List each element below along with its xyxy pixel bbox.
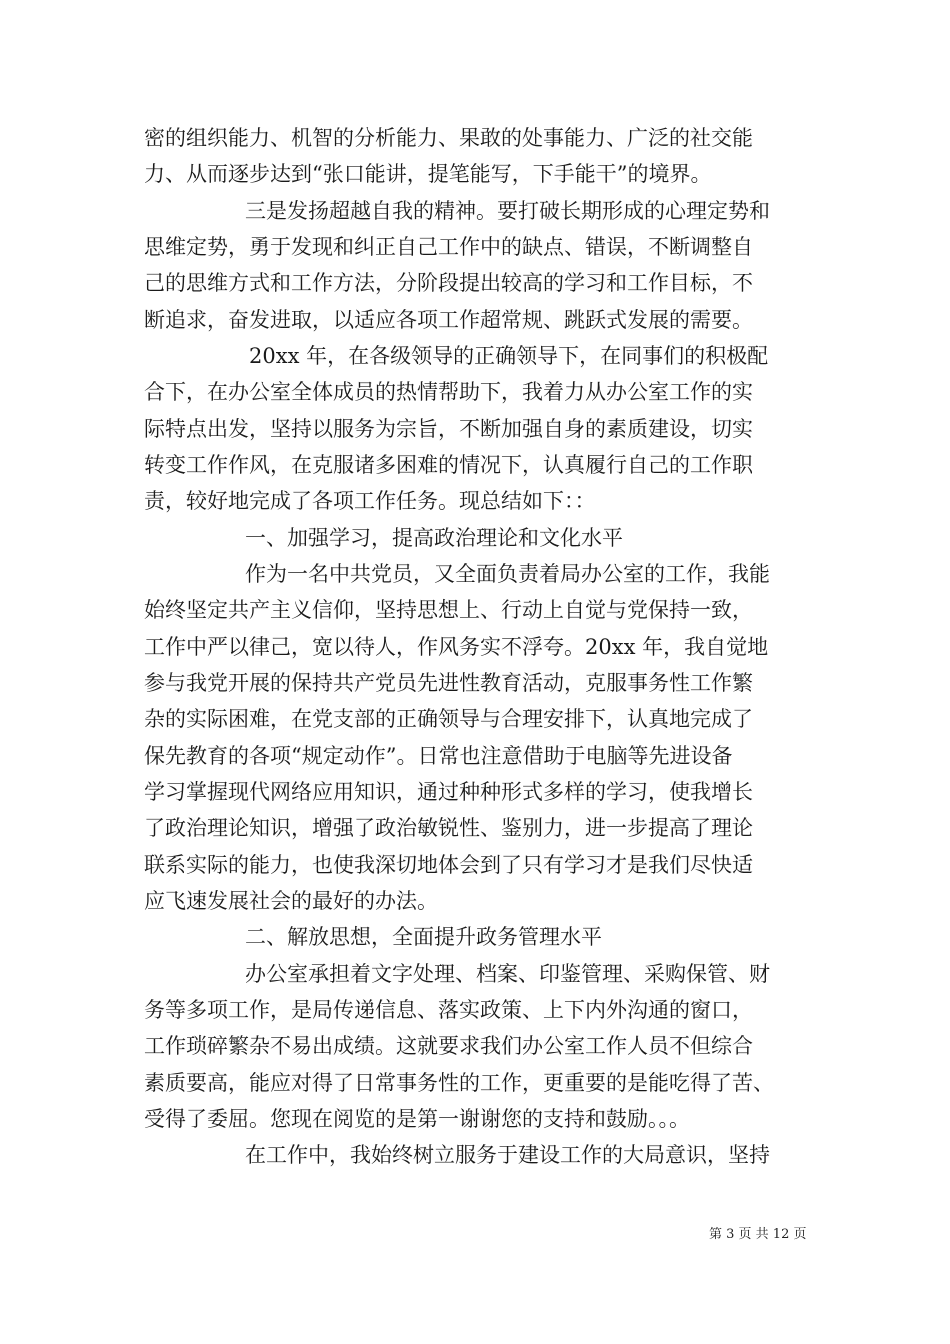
text-line: 了政治理论知识，增强了政治敏锐性、鉴别力，进一步提高了理论 — [144, 816, 753, 840]
text-line: 己的思维方式和工作方法，分阶段提出较高的学习和工作目标，不 — [144, 271, 753, 295]
text-line: 工作中严以律己，宽以待人，作风务实不浮夸。20xx 年，我自觉地 — [144, 635, 769, 659]
text-line: 务等多项工作，是局传递信息、落实政策、上下内外沟通的窗口， — [144, 998, 753, 1022]
text-line: 转变工作作风，在克服诸多困难的情况下，认真履行自己的工作职 — [144, 453, 753, 477]
text-line: 杂的实际困难，在党支部的正确领导与合理安排下，认真地完成了 — [144, 707, 753, 731]
text-line: 密的组织能力、机智的分析能力、果敢的处事能力、广泛的社交能 — [144, 126, 753, 150]
text-line: 联系实际的能力，也使我深切地体会到了只有学习才是我们尽快适 — [144, 853, 753, 877]
text-line: 断追求，奋发进取，以适应各项工作超常规、跳跃式发展的需要。 — [144, 308, 753, 332]
section-heading: 二、解放思想，全面提升政务管理水平 — [245, 925, 602, 949]
text-line: 责，较好地完成了各项工作任务。现总结如下：： — [144, 489, 596, 513]
text-line: 受得了委屈。您现在阅览的是第一谢谢您的支持和鼓励。。。 — [144, 1107, 690, 1131]
text-line: 际特点出发，坚持以服务为宗旨，不断加强自身的素质建设，切实 — [144, 417, 753, 441]
paragraph-start-line: 办公室承担着文字处理、档案、印鉴管理、采购保管、财 — [245, 962, 770, 986]
text-line: 工作琐碎繁杂不易出成绩。这就要求我们办公室工作人员不但综合 — [144, 1034, 753, 1058]
page-number-footer: 第 3 页 共 12 页 — [709, 1227, 807, 1242]
text-line: 素质要高，能应对得了日常事务性的工作，更重要的是能吃得了苦、 — [144, 1071, 774, 1095]
section-heading: 一、加强学习，提高政治理论和文化水平 — [245, 526, 623, 550]
text-line: 思维定势，勇于发现和纠正自己工作中的缺点、错误，不断调整自 — [144, 235, 753, 259]
text-line: 力、从而逐步达到“张口能讲，提笔能写，下手能干”的境界。 — [144, 162, 712, 186]
text-line: 学习掌握现代网络应用知识，通过种种形式多样的学习，使我增长 — [144, 780, 753, 804]
paragraph-start-line: 20xx 年，在各级领导的正确领导下，在同事们的积极配 — [249, 344, 769, 368]
text-line: 始终坚定共产主义信仰，坚持思想上、行动上自觉与党保持一致， — [144, 598, 753, 622]
text-line: 应飞速发展社会的最好的办法。 — [144, 889, 438, 913]
text-line: 参与我党开展的保持共产党员先进性教育活动，克服事务性工作繁 — [144, 671, 753, 695]
text-line: 合下，在办公室全体成员的热情帮助下，我着力从办公室工作的实 — [144, 380, 753, 404]
paragraph-start-line: 三是发扬超越自我的精神。要打破长期形成的心理定势和 — [245, 199, 770, 223]
paragraph-start-line: 作为一名中共党员，又全面负责着局办公室的工作，我能 — [245, 562, 770, 586]
paragraph-start-line: 在工作中，我始终树立服务于建设工作的大局意识，坚持 — [245, 1143, 770, 1167]
text-line: 保先教育的各项“规定动作”。日常也注意借助于电脑等先进设备 — [144, 744, 733, 768]
